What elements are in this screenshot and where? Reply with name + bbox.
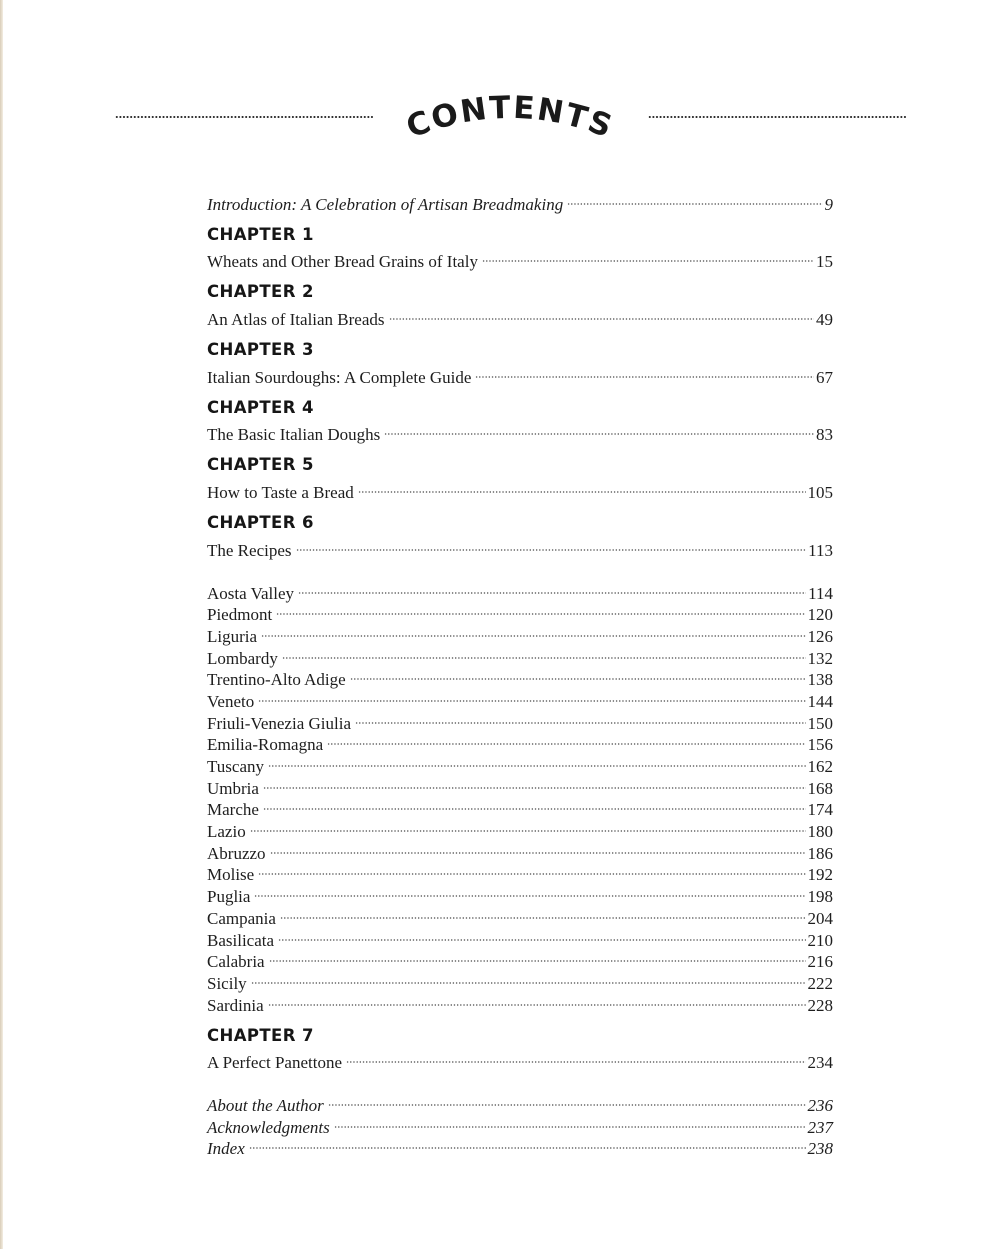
entry-label: Sardinia [207,995,264,1015]
entry-page: 113 [808,540,833,560]
table-of-contents [207,188,833,1159]
entry-page: 238 [807,1139,833,1159]
entry-page: 237 [807,1117,833,1137]
dot-leader [266,750,808,772]
dot-leader [278,902,808,924]
chapter-heading: CHAPTER 4 [207,397,314,417]
entry-page: 49 [816,310,833,330]
entry-page: 204 [807,908,833,928]
dot-leader [256,685,807,707]
entry-page: 228 [807,995,833,1015]
entry-page: 210 [807,930,833,950]
entry-label: Liguria [207,626,258,646]
entry-label: Trentino-Alto Adige [207,670,346,690]
chapter-heading: CHAPTER 3 [207,340,314,360]
entry-page: 198 [807,887,833,907]
entry-label: Wheats and Other Bread Grains of Italy [207,252,478,272]
entry-label: Friuli-Venezia Giulia [207,713,351,733]
entry-label: Marche [207,800,259,820]
dot-leader [266,989,808,1011]
toc-entry-region[interactable] [207,989,833,1015]
toc-entry-region[interactable] [207,859,833,885]
toc-entry-region[interactable] [207,620,833,646]
contents-title-text: CONTENTS [401,89,619,146]
dot-leader [274,599,807,621]
entry-label: An Atlas of Italian Breads [207,310,385,330]
dot-leader [259,620,807,642]
entry-label: Lazio [207,822,246,842]
entry-label: Sicily [207,973,247,993]
entry-page: 83 [816,425,833,445]
contents-title [400,80,620,150]
dot-leader [382,419,816,441]
entry-page: 222 [807,973,833,993]
entry-page: 234 [807,1053,833,1073]
entry-page: 180 [807,822,833,842]
entry-page: 126 [807,626,833,646]
toc-entry-region[interactable] [207,794,833,820]
entry-page: 168 [807,778,833,798]
toc-entry-chapter-3[interactable] [207,361,833,387]
dotted-rule-right [648,115,906,119]
toc-entry-region[interactable] [207,664,833,690]
dot-leader [261,794,808,816]
entry-label: Calabria [207,952,265,972]
toc-entry-region[interactable] [207,750,833,776]
dot-leader [276,924,807,946]
entry-label: Basilicata [207,930,275,950]
entry-page: 114 [808,583,833,603]
dot-leader [268,837,808,859]
toc-entry-chapter-7[interactable] [207,1047,833,1073]
dot-leader [296,577,808,599]
dot-leader [249,967,808,989]
entry-label: Acknowledgments [207,1117,330,1137]
dot-leader [294,534,809,556]
entry-page: 150 [807,713,833,733]
chapter-heading: CHAPTER 5 [207,455,314,475]
dot-leader [267,946,808,968]
entry-page: 192 [807,865,833,885]
toc-entry-chapter-4[interactable] [207,419,833,445]
dotted-rule-left [115,115,373,119]
toc-entry-region[interactable] [207,772,833,798]
entry-label: Abruzzo [207,843,266,863]
dot-leader [247,1133,808,1155]
toc-entry-region[interactable] [207,902,833,928]
dot-leader [565,188,824,210]
toc-entry-region[interactable] [207,599,833,625]
toc-entry-region[interactable] [207,880,833,907]
entry-label: Emilia-Romagna [207,735,324,755]
toc-entry-chapter-2[interactable] [207,303,833,330]
toc-entry-region[interactable] [207,815,833,842]
dot-leader [326,1089,808,1111]
entry-page: 144 [807,691,833,711]
toc-entry-region[interactable] [207,967,833,993]
entry-label: The Recipes [207,540,292,560]
dot-leader [256,859,807,881]
toc-entry-back-matter[interactable] [207,1133,833,1159]
entry-page: 105 [807,483,833,503]
entry-label: Aosta Valley [207,583,295,603]
toc-entry-region[interactable] [207,837,833,863]
dot-leader [480,246,816,268]
dot-leader [280,642,808,664]
dot-leader [248,815,808,837]
toc-entry-chapter-6[interactable] [207,534,833,560]
entry-label: Puglia [207,887,251,907]
contents-header [0,0,1000,160]
entry-page: 156 [807,735,833,755]
chapter-heading: CHAPTER 1 [207,224,314,244]
toc-entry-region[interactable] [207,577,833,603]
entry-page: 138 [807,670,833,690]
toc-entry-chapter-5[interactable] [207,476,833,503]
entry-page: 186 [807,843,833,863]
dot-leader [332,1111,808,1133]
entry-label: A Perfect Panettone [207,1053,343,1073]
entry-label: Veneto [207,691,255,711]
entry-page: 9 [824,194,833,214]
dot-leader [252,880,807,902]
chapter-heading: CHAPTER 7 [207,1025,314,1045]
entry-label: Tuscany [207,757,264,776]
toc-entry-back-matter[interactable] [207,1089,833,1115]
entry-label: Piedmont [207,605,273,625]
entry-label: Campania [207,908,276,928]
chapter-heading: CHAPTER 6 [207,513,314,533]
dot-leader [344,1047,807,1069]
toc-entry-region[interactable] [207,642,833,668]
entry-label: Umbria [207,778,259,798]
entry-page: 236 [807,1095,833,1115]
toc-entry-chapter-1[interactable] [207,246,833,272]
entry-label: Lombardy [207,648,278,668]
entry-label: About the Author [207,1095,324,1115]
dot-leader [356,476,808,498]
page-edge [0,0,3,1249]
entry-page: 67 [816,367,833,387]
entry-label: Index [207,1139,245,1159]
entry-page: 216 [807,952,833,972]
dot-leader [387,303,816,325]
dot-leader [325,729,807,751]
toc-entry-region[interactable] [207,707,833,733]
toc-entry-region[interactable] [207,946,833,972]
chapter-heading: CHAPTER 2 [207,282,314,302]
dot-leader [348,664,808,686]
entry-page: 162 [807,757,833,776]
toc-entry-region[interactable] [207,924,833,950]
toc-entry-introduction[interactable] [207,188,833,214]
dot-leader [353,707,808,729]
entry-label: Molise [207,865,255,885]
entry-page: 120 [807,605,833,625]
dot-leader [473,361,816,383]
entry-label: How to Taste a Bread [207,483,354,503]
entry-page: 15 [816,252,833,272]
entry-label: Introduction: A Celebration of Artisan Breadmaking [207,194,564,214]
toc-entry-region[interactable] [207,685,833,711]
entry-label: Italian Sourdoughs: A Complete Guide [207,367,472,387]
entry-label: The Basic Italian Doughs [207,425,381,445]
entry-page: 174 [807,800,833,820]
dot-leader [261,772,808,794]
entry-page: 132 [807,648,833,668]
